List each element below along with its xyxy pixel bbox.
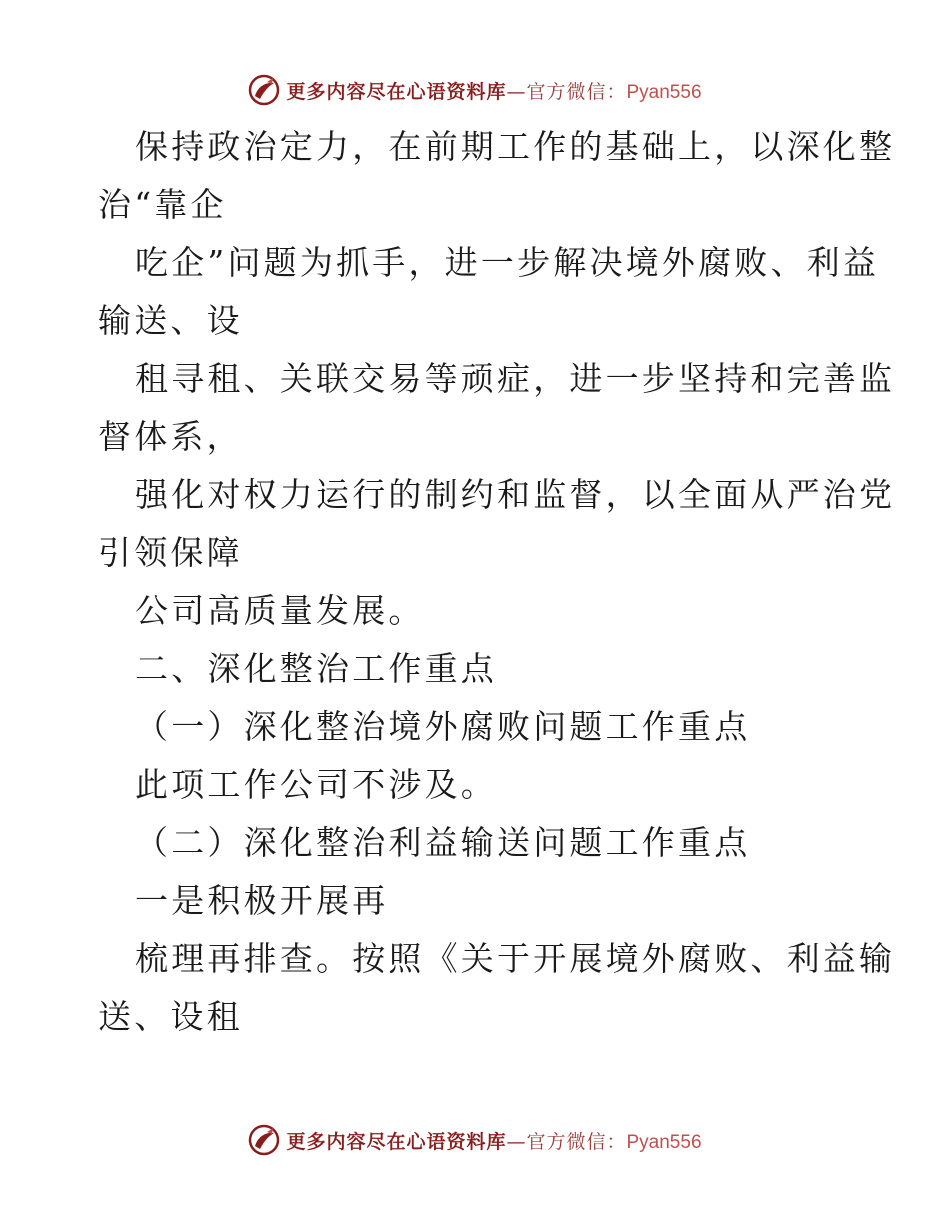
banner-slogan: 更多内容尽在心语资料库: [286, 80, 507, 103]
wechat-label: 官方微信：: [526, 1130, 627, 1153]
footer-banner-text: [286, 1127, 701, 1154]
body-line: 保持政治定力，在前期工作的基础上，以深化整: [135, 127, 896, 166]
wechat-id: Pyan556: [626, 1131, 702, 1153]
body-line: （二）深化整治利益输送问题工作重点: [135, 823, 751, 862]
wechat-id: Pyan556: [626, 81, 702, 103]
body-line: 督体系，: [98, 417, 243, 456]
logo-icon: [248, 74, 280, 106]
body-line: 此项工作公司不涉及。: [135, 765, 497, 804]
body-line: 二、深化整治工作重点: [135, 649, 497, 688]
body-line: 租寻租、关联交易等顽症，进一步坚持和完善监: [135, 359, 896, 398]
body-line: 梳理再排查。按照《关于开展境外腐败、利益输: [135, 939, 896, 978]
wechat-label: 官方微信：: [526, 80, 627, 103]
header-banner: [0, 70, 950, 110]
logo-icon: [248, 1124, 280, 1156]
body-line: 吃企”问题为抓手，进一步解决境外腐败、利益: [135, 243, 880, 282]
body-line: 公司高质量发展。: [135, 591, 425, 630]
body-line: 引领保障: [98, 533, 243, 572]
banner-slogan: 更多内容尽在心语资料库: [286, 1130, 507, 1153]
body-line: 输送、设: [98, 301, 243, 340]
footer-banner: [0, 1120, 950, 1160]
document-body: [98, 118, 896, 1046]
body-line: 一是积极开展再: [135, 881, 389, 920]
header-banner-text: [286, 77, 701, 104]
body-line: 送、设租: [98, 997, 243, 1036]
banner-separator: —: [506, 80, 527, 103]
body-line: （一）深化整治境外腐败问题工作重点: [135, 707, 751, 746]
body-line: 治“靠企: [98, 185, 227, 224]
body-line: 强化对权力运行的制约和监督，以全面从严治党: [135, 475, 896, 514]
banner-separator: —: [506, 1130, 527, 1153]
